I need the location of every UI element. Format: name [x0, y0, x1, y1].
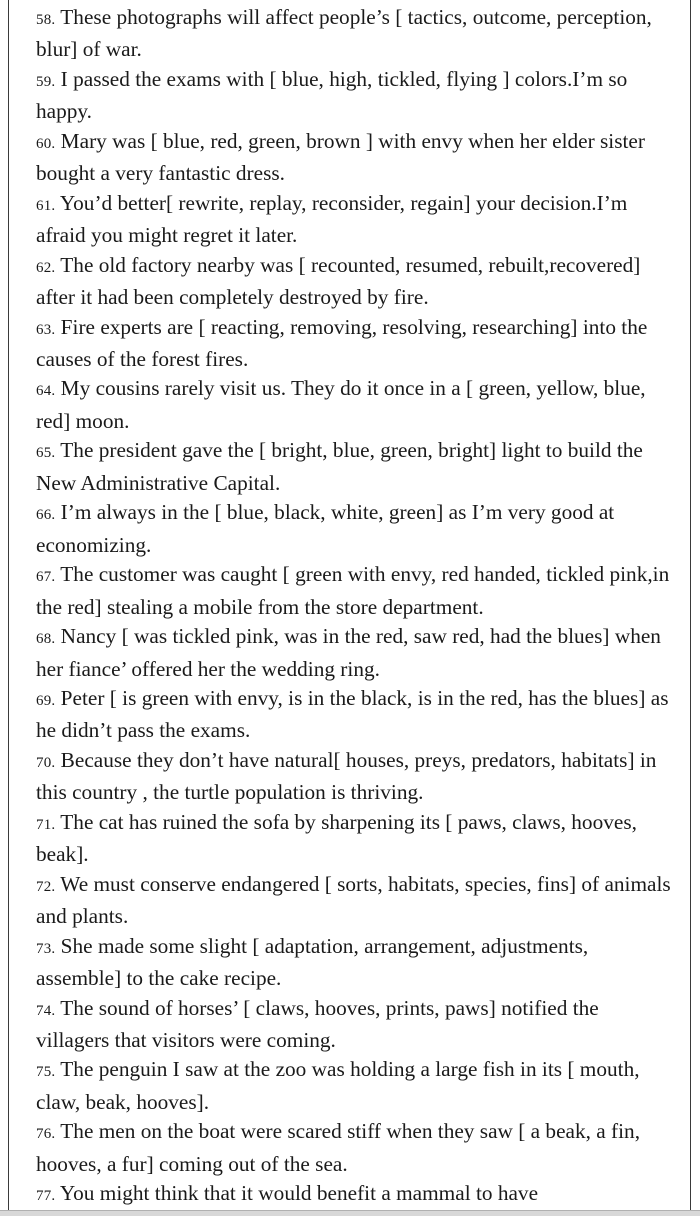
- bottom-edge-bar: [0, 1210, 700, 1216]
- question-item: [36, 808, 676, 870]
- question-number: 64.: [36, 383, 56, 400]
- question-item: [36, 684, 676, 746]
- question-item: [36, 189, 676, 251]
- question-text: You might think that it would benefit a mammal to have: [55, 1181, 539, 1206]
- question-number: 71.: [36, 816, 56, 833]
- question-item: [36, 994, 676, 1056]
- question-text: The sound of horses’ [ claws, hooves, prints, paws] notified the villagers that visitors were coming.: [36, 995, 599, 1052]
- left-border-line: [8, 0, 9, 1216]
- question-text: She made some slight [ adaptation, arrangement, adjustments, assemble] to the cake recipe.: [36, 933, 589, 991]
- question-item: [36, 560, 676, 622]
- question-item: [36, 870, 676, 932]
- question-item: [36, 313, 676, 375]
- question-item: [36, 374, 676, 436]
- question-number: 73.: [36, 940, 56, 957]
- question-number: 66.: [36, 507, 56, 524]
- question-number: 65.: [36, 445, 56, 462]
- question-text: We must conserve endangered [ sorts, habitats, species, fins] of animals and plants.: [36, 871, 671, 929]
- question-item: [36, 1055, 676, 1117]
- question-text: Nancy [ was tickled pink, was in the red, saw red, had the blues] when her fiance’ offered her the wedding ring.: [36, 624, 661, 681]
- question-number: 69.: [36, 692, 56, 709]
- question-text: Because they don’t have natural[ houses, preys, predators, habitats] in this country , the turtle population is thriving.: [36, 747, 657, 805]
- question-text: The penguin I saw at the zoo was holding a large fish in its [ mouth, claw, beak, hooves].: [36, 1057, 640, 1114]
- question-item: [36, 1179, 676, 1211]
- question-number: 61.: [36, 197, 56, 214]
- question-number: 75.: [36, 1064, 56, 1081]
- question-text: I passed the exams with [ blue, high, tickled, flying ] colors.I’m so happy.: [36, 66, 628, 124]
- question-text: Fire experts are [ reacting, removing, resolving, researching] into the causes of the forest fires.: [36, 314, 648, 371]
- question-item: [36, 1117, 676, 1179]
- question-text: The cat has ruined the sofa by sharpening its [ paws, claws, hooves, beak].: [36, 809, 637, 867]
- question-text: The customer was caught [ green with envy, red handed, tickled pink,in the red] stealing a mobile from the store department.: [36, 562, 670, 619]
- question-text: Peter [ is green with envy, is in the black, is in the red, has the blues] as he didn’t pass the exams.: [36, 685, 669, 743]
- question-number: 77.: [36, 1188, 56, 1205]
- question-number: 59.: [36, 73, 56, 90]
- question-text: The president gave the [ bright, blue, green, bright] light to build the New Administrative Capital.: [36, 438, 643, 495]
- question-item: [36, 3, 676, 65]
- question-item: [36, 622, 676, 684]
- question-item: [36, 436, 676, 498]
- question-number: 60.: [36, 135, 56, 152]
- question-text: The men on the boat were scared stiff when they saw [ a beak, a fin, hooves, a fur] coming out of the sea.: [36, 1119, 641, 1176]
- question-number: 76.: [36, 1126, 56, 1143]
- question-text: The old factory nearby was [ recounted, resumed, rebuilt,recovered] after it had been completely destroyed by fire.: [36, 252, 641, 310]
- question-number: 62.: [36, 259, 56, 276]
- question-text: These photographs will affect people’s [ tactics, outcome, perception, blur] of war.: [36, 5, 652, 62]
- question-number: 74.: [36, 1002, 56, 1019]
- question-number: 67.: [36, 569, 56, 586]
- question-number: 68.: [36, 631, 56, 648]
- question-number: 63.: [36, 321, 56, 338]
- question-item: [36, 498, 676, 560]
- question-text: Mary was [ blue, red, green, brown ] with envy when her elder sister bought a very fantastic dress.: [36, 128, 645, 186]
- question-number: 70.: [36, 754, 56, 771]
- question-item: [36, 251, 676, 313]
- question-text: You’d better[ rewrite, replay, reconsider, regain] your decision.I’m afraid you might regret it later.: [36, 190, 628, 248]
- question-number: 72.: [36, 878, 56, 895]
- question-text: My cousins rarely visit us. They do it once in a [ green, yellow, blue, red] moon.: [36, 376, 646, 433]
- question-item: [36, 932, 676, 994]
- question-item: [36, 746, 676, 808]
- question-text: I’m always in the [ blue, black, white, green] as I’m very good at economizing.: [36, 500, 615, 557]
- question-item: [36, 65, 676, 127]
- right-border-line: [690, 0, 691, 1216]
- question-item: [36, 127, 676, 189]
- question-list: [36, 3, 676, 1212]
- question-number: 58.: [36, 12, 56, 28]
